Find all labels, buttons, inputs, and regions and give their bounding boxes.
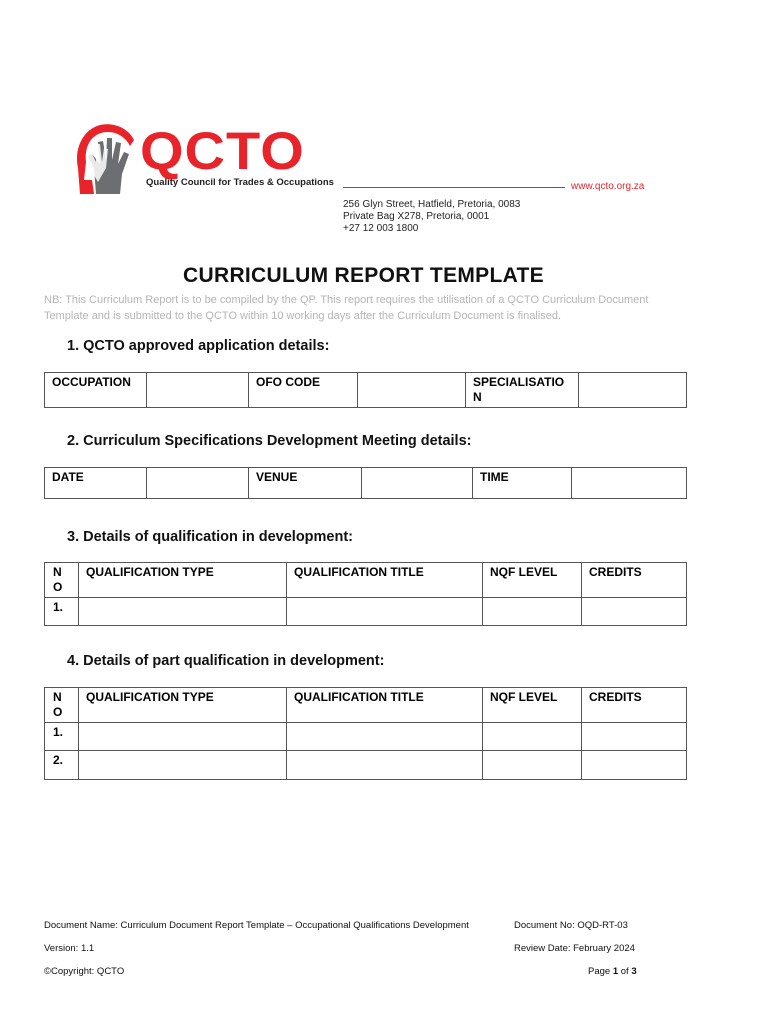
qualification-table bbox=[44, 562, 687, 626]
nqf-level-field[interactable] bbox=[483, 598, 582, 626]
row-number: 2. bbox=[45, 751, 79, 780]
label-date: DATE bbox=[45, 468, 147, 499]
column-header-no: N O bbox=[45, 563, 79, 598]
column-header-qualification-title: QUALIFICATION TITLE bbox=[287, 563, 483, 598]
section-1-heading: 1. QCTO approved application details: bbox=[67, 338, 330, 354]
column-header-qualification-type: QUALIFICATION TYPE bbox=[79, 688, 287, 723]
occupation-field[interactable] bbox=[147, 373, 249, 408]
footer-review-date: Review Date: February 2024 bbox=[514, 943, 635, 954]
time-field[interactable] bbox=[572, 468, 687, 499]
column-header-nqf-level: NQF LEVEL bbox=[483, 563, 582, 598]
section-3-heading: 3. Details of qualification in development: bbox=[67, 529, 354, 545]
page-prefix: Page bbox=[588, 966, 613, 977]
page-current: 1 bbox=[612, 966, 619, 977]
address-line: Private Bag X278, Pretoria, 0001 bbox=[343, 211, 490, 222]
meeting-details-table bbox=[44, 467, 687, 499]
qualification-type-field[interactable] bbox=[79, 751, 287, 780]
credits-field[interactable] bbox=[582, 598, 687, 626]
qualification-type-field[interactable] bbox=[79, 598, 287, 626]
specialisation-field[interactable] bbox=[579, 373, 687, 408]
label-ofo-code: OFO CODE bbox=[249, 373, 358, 408]
header-divider bbox=[343, 187, 565, 188]
label-specialisation: SPECIALISATIO N bbox=[466, 373, 579, 408]
brand-subtitle: Quality Council for Trades & Occupations bbox=[146, 177, 334, 188]
table-row bbox=[45, 751, 687, 780]
document-title: CURRICULUM REPORT TEMPLATE bbox=[183, 264, 544, 287]
footer-copyright: ©Copyright: QCTO bbox=[44, 966, 125, 977]
column-header-credits: CREDITS bbox=[582, 688, 687, 723]
footer-page-number bbox=[588, 966, 637, 977]
table-row bbox=[45, 723, 687, 751]
section-2-heading: 2. Curriculum Specifications Development Meeting details: bbox=[67, 433, 472, 449]
address-line: 256 Glyn Street, Hatfield, Pretoria, 0083 bbox=[343, 199, 521, 210]
label-venue: VENUE bbox=[249, 468, 362, 499]
hands-logo-icon bbox=[74, 122, 138, 198]
date-field[interactable] bbox=[147, 468, 249, 499]
row-number: 1. bbox=[45, 723, 79, 751]
credits-field[interactable] bbox=[582, 723, 687, 751]
instruction-note: NB: This Curriculum Report is to be compiled by the QP. This report requires the utilisation of a QCTO Curriculum Document Template and is submitted to the QCTO within 10 working days after the Curriculum Document is finalised. bbox=[44, 294, 649, 322]
qualification-title-field[interactable] bbox=[287, 723, 483, 751]
column-header-no: N O bbox=[45, 688, 79, 723]
label-time: TIME bbox=[473, 468, 572, 499]
application-details-table bbox=[44, 372, 687, 408]
page-total: 3 bbox=[631, 966, 637, 977]
row-number: 1. bbox=[45, 598, 79, 626]
qualification-type-field[interactable] bbox=[79, 723, 287, 751]
address-block bbox=[343, 199, 520, 235]
column-header-nqf-level: NQF LEVEL bbox=[483, 688, 582, 723]
nqf-level-field[interactable] bbox=[483, 723, 582, 751]
credits-field[interactable] bbox=[582, 751, 687, 780]
table-row bbox=[45, 598, 687, 626]
qualification-title-field[interactable] bbox=[287, 598, 483, 626]
column-header-credits: CREDITS bbox=[582, 563, 687, 598]
label-occupation: OCCUPATION bbox=[45, 373, 147, 408]
column-header-qualification-type: QUALIFICATION TYPE bbox=[79, 563, 287, 598]
qualification-title-field[interactable] bbox=[287, 751, 483, 780]
address-line: +27 12 003 1800 bbox=[343, 223, 419, 234]
brand-logo-text: QCTO bbox=[140, 120, 305, 181]
section-4-heading: 4. Details of part qualification in development: bbox=[67, 653, 385, 669]
website-link[interactable]: www.qcto.org.za bbox=[571, 181, 645, 192]
part-qualification-table bbox=[44, 687, 687, 780]
footer-document-name: Document Name: Curriculum Document Report Template – Occupational Qualifications Development bbox=[44, 920, 469, 931]
page-mid: of bbox=[618, 966, 632, 977]
venue-field[interactable] bbox=[362, 468, 473, 499]
ofo-code-field[interactable] bbox=[358, 373, 466, 408]
nqf-level-field[interactable] bbox=[483, 751, 582, 780]
footer-version: Version: 1.1 bbox=[44, 943, 95, 954]
column-header-qualification-title: QUALIFICATION TITLE bbox=[287, 688, 483, 723]
footer-document-number: Document No: OQD-RT-03 bbox=[514, 920, 628, 931]
